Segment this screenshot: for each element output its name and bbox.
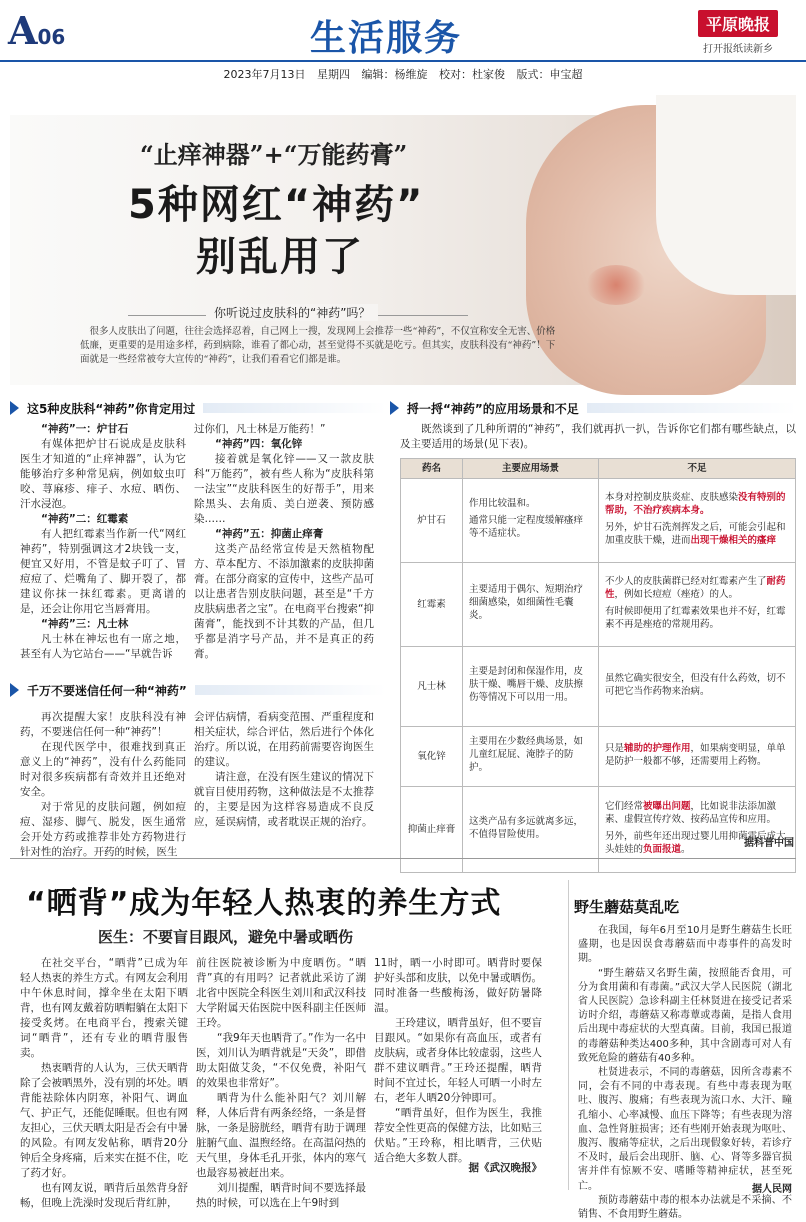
scene-line: 这类产品有多远就离多远，不值得冒险使用。 [469, 815, 584, 840]
lack-cell [599, 563, 796, 647]
subheading: “神药”四：氧化锌 [215, 438, 303, 450]
hero-banner [10, 115, 796, 385]
masthead [0, 0, 806, 68]
text-segment: 它们经常 [605, 800, 644, 812]
paragraph: 有媒体把炉甘石说成是皮肤科医生才知道的“止痒神器”，认为它能够治疗多种常见病，例如蚊虫叮咬、荨麻疹、痱子、水痘、晒伤、汗水浸泡。 [20, 438, 186, 510]
scene-cell [463, 479, 599, 563]
article-mushroom-title: 野生蘑菇莫乱吃 [574, 898, 680, 916]
drug-name-cell: 抑菌止痒膏 [401, 787, 463, 873]
text-segment: 不少人的皮肤菌群已经对红霉素产生了 [605, 575, 767, 587]
drug-name-cell: 氧化锌 [401, 727, 463, 787]
subheading: “神药”三：凡士林 [41, 618, 129, 630]
section-header-scenarios: 捋一捋“神药”的应用场景和不足 [390, 400, 796, 416]
page-number: A06 [8, 8, 66, 53]
issue-info-line [0, 66, 806, 82]
lack-cell [599, 727, 796, 787]
paragraph: 接着就是氧化锌——又一款皮肤科“万能药”，被有些人称为“皮肤科第一法宝”“皮肤科医生的好帮手”，用来除黑头、去角质、美白逆袭、预防感染…… [194, 453, 374, 525]
lack-cell [599, 479, 796, 563]
highlight-text: 耐药性 [605, 575, 786, 600]
highlight-text: 辅助的护理作用 [624, 742, 691, 754]
vertical-divider [568, 880, 569, 1190]
scene-line: 主要用在少数经典场景，如儿童红屁屁、淹脖子的防护。 [469, 736, 584, 773]
hero-title-line1: 5种网红“神药” [128, 182, 425, 228]
paragraph: 这类产品经常宣传是天然植物配方、草本配方、不添加激素的皮肤抑菌膏。在部分商家的宣传中，这些产品可以让患者告别皮肤问题，甚至是“千方皮肤病患者之宝”。在电商平台搜索“抑菌膏”，能找到不计其数的产品，但几乎都是消字号产品，并不是真正的药膏。 [194, 543, 374, 660]
sec2-col1 [20, 710, 186, 860]
issue-date: 2023年7月13日 [223, 68, 306, 81]
highlight-text: 没有特别的帮助，不治疗疾病本身。 [605, 491, 786, 516]
triangle-icon [10, 401, 19, 415]
highlight-text: 出现干燥相关的瘙痒 [690, 534, 777, 546]
triangle-icon [390, 401, 399, 415]
scene-cell [463, 563, 599, 647]
table-header-name: 药名 [401, 459, 463, 479]
paragraph: 会评估病情，看病变范围、严重程度和相关症状，综合评估，然后进行个体化治疗。所以说，在用药前需要咨询医生的建议。 [194, 711, 374, 768]
paragraph: “晒背虽好，但作为医生，我推荐安全性更高的保健方法，比如贴三伏贴。”王玲称，相比晒背，三伏贴适合绝大多数人群。 [374, 1107, 542, 1164]
scene-cell [463, 787, 599, 873]
masthead-rule [0, 60, 806, 62]
paragraph: 有人把红霉素当作新一代“网红神药”，特别强调这才2块钱一支，便宜又好用，不管是蚊子叮了、冒痘痘了、烂嘴角了、脚开裂了，都建议你抹一抹红霉素。更离谱的是，还会让你用它当唇膏用。 [20, 528, 186, 615]
subheading: “神药”五：抑菌止痒膏 [215, 528, 324, 540]
scene-line: 通常只能一定程度缓解瘙痒等不适症状。 [469, 515, 584, 539]
drug-name-cell: 红霉素 [401, 563, 463, 647]
text-segment: 本身对控制皮肤炎症、皮肤感染 [605, 491, 739, 503]
hero-photo-sleeve [656, 95, 796, 295]
issue-weekday: 星期四 [317, 68, 350, 81]
text-segment: ，如果病变明显，单单是防护一般都不够，还需要用上药物。 [605, 742, 786, 767]
sec3-source: 据科普中国 [744, 838, 794, 849]
newspaper-logo: 平原晚报 打开报纸读新乡 [682, 10, 794, 55]
text-segment: 只是 [605, 742, 625, 754]
paragraph: 请注意，在没有医生建议的情况下就盲目使用药物，这种做法是不太推荐的，主要是因为这样容易造成不良反应，延误病情，或者耽误正规的治疗。 [194, 771, 374, 828]
table-row [401, 479, 796, 563]
text-segment: ，例如长痘痘（痤疮）的人。 [614, 588, 739, 600]
text-segment: 另外，炉甘石洗剂挥发之后，可能会引起和加重皮肤干燥，进而 [605, 521, 786, 546]
table-header-scene: 主要应用场景 [463, 459, 599, 479]
proof-credit: 校对：杜家俊 [439, 68, 505, 81]
table-row [401, 787, 796, 873]
table-row [401, 563, 796, 647]
paragraph: 在我国，每年6月至10月是野生蘑菇生长旺盛期，也是因误食毒蘑菇而中毒事件的高发时期。 [578, 925, 792, 965]
sec3-intro: 既然谈到了几种所谓的“神药”，我们就再扒一扒，告诉你它们都有哪些缺点，以及主要适用的场景(见下表)。 [400, 423, 796, 450]
horizontal-divider [10, 858, 796, 859]
article-sunbathing-subtitle: 医生：不要盲目跟风，避免中暑或晒伤 [98, 928, 354, 946]
sec2-col2 [194, 710, 374, 830]
paragraph: 杜贤进表示，不同的毒蘑菇，因所含毒素不同，会有不同的中毒表现。有些中毒表现为呕吐、腹泻、腹痛；有些表现为流口水、大汗、瞳孔缩小、心率减慢、血压下降等；有些表现为溶血、急性肾脏损害；还有些刚开始表现为呕吐、腹泻、腹痛等症状，之后出现假象好转，若诊疗不及时，最后会出现肝、脑、心、肾等多器官损害并伴有惊厥不安、嗜睡等精神症状，甚至死亡。 [578, 1067, 792, 1192]
scene-line: 主要适用于偶尔、短期治疗细菌感染，如细菌性毛囊炎。 [469, 584, 584, 621]
article3-source: 据人民网 [752, 1184, 792, 1195]
article3-body [578, 924, 792, 1222]
article2-source: 据《武汉晚报》 [468, 1162, 542, 1174]
text-segment: 有时候即便用了红霉素效果也并不好，红霉素不再是痤疮的常规用药。 [605, 605, 786, 630]
lack-cell [599, 787, 796, 873]
drug-comparison-table [400, 458, 796, 873]
drug-name-cell: 凡士林 [401, 647, 463, 727]
scene-line: 主要是封闭和保湿作用，皮肤干燥、嘴唇干燥、皮肤擦伤等情况下可以用一用。 [469, 666, 584, 703]
triangle-icon [10, 683, 19, 697]
drug-name-cell: 炉甘石 [401, 479, 463, 563]
hero-question: 你听说过皮肤科的“神药”吗？ [206, 304, 378, 321]
text-segment: 虽然它确实很安全，但没有什么药效，切不可把它当作药物来治病。 [605, 672, 786, 697]
highlight-text: 被曝出问题 [643, 800, 691, 812]
scene-cell [463, 727, 599, 787]
highlight-text: 负面报道 [643, 843, 682, 855]
paragraph: 在现代医学中，很难找到真正意义上的“神药”，没有什么药能同时对很多疾病都有奇效并且还绝对安全。 [20, 741, 186, 798]
paragraph: 11时，晒一小时即可。晒背时要保护好头部和皮肤，以免中暑或晒伤。同时准备一些酸梅汤，做好防暑降温。 [374, 957, 542, 1014]
scene-cell [463, 647, 599, 727]
text-segment: ，比如说非法添加激素、虚假宣传疗效、按药品宣传和应用。 [605, 800, 777, 825]
sec1-col2 [194, 422, 374, 662]
section-header-no-superstition: 千万不要迷信任何一种“神药” [10, 682, 386, 698]
paragraph: 过你们，凡士林是万能药！” [194, 423, 326, 435]
paragraph: 预防毒蘑菇中毒的根本办法就是不采摘、不销售、不食用野生蘑菇。 [578, 1194, 792, 1221]
paragraph: 晒背为什么能补阳气？刘川解释，人体后背有两条经络，一条是督脉，一条是膀胱经，晒背有助于调理脏腑气血、温煦经络。在高温闷热的天气里，身体毛孔开张，体内的寒气也最容易被赶出来。 [196, 1092, 366, 1179]
text-segment: 。 [681, 843, 691, 855]
article2-col3 [374, 956, 542, 1166]
paragraph: 再次提醒大家！皮肤科没有神药，不要迷信任何一种“神药”！ [20, 711, 186, 738]
paragraph: 前往医院被诊断为中度晒伤。“晒背”真的有用吗？记者就此采访了湖北省中医院全科医生刘川和武汉科技大学附属天佑医院中医科副主任医师王玲。 [196, 957, 366, 1029]
table-row [401, 647, 796, 727]
paragraph: 在社交平台，“晒背”已成为年轻人热衷的养生方式。有网友会利用中午休息时间，撑伞坐在太阳下晒背，也有网友戴着防晒帽躺在太阳下接受炙烤。在电商平台，搜索关键词“晒背”，还有专业的晒背服售卖。 [20, 957, 188, 1059]
paragraph: 对于常见的皮肤问题，例如痘痘、湿疹、脚气、脱发，医生通常会开处方药或推荐非处方药物进行针对性的治疗。开药的时候，医生 [20, 801, 186, 858]
hero-subtitle: “止痒神器”+“万能药膏” [140, 140, 408, 169]
section-header-five-drugs: 这5种皮肤科“神药”你肯定用过 [10, 400, 386, 416]
hero-title-line2: 别乱用了 [196, 234, 364, 280]
article2-col2 [196, 956, 366, 1211]
hero-photo-rash [586, 265, 646, 305]
subheading: “神药”二：红霉素 [41, 513, 129, 525]
paragraph: 刘川提醒，晒背时间不要选择最热的时候，可以选在上午9时到 [196, 1182, 366, 1209]
hero-intro: 很多人皮肤出了问题，往往会选择忍着，自己网上一搜，发现网上会推荐一些“神药”，不仅宣称安全无害、价格低廉，更重要的是用途多样，药到病除，谁看了都心动，甚至觉得不买就是吃亏。但其实，皮肤科没有“神药”！下面就是一些经常被夸大宣传的“神药”，让我们看看它们都是谁。 [80, 326, 556, 365]
lack-cell [599, 647, 796, 727]
table-row [401, 727, 796, 787]
paragraph: 王玲建议，晒背虽好，但不要盲目跟风。“如果你有高血压，或者有皮肤病，或者身体比较虚弱，这些人群不建议晒背。”王玲还提醒，晒背时间不宜过长，年轻人可晒一小时左右，老年人晒20分钟即可。 [374, 1017, 542, 1104]
paragraph: “野生蘑菇又名野生菌，按照能否食用，可分为食用菌和有毒菌。”武汉大学人民医院（湖北省人民医院）急诊科副主任林贤进在接受记者采访时介绍，毒蘑菇又称毒蕈或毒菌，是指人食用后出现中毒症状的大型真菌。目前，我国已报道的毒蘑菇种类达400多种，其中含剧毒可对人有致死危险的蘑菇有40多种。 [578, 967, 792, 1064]
section-title: 生活服务 [310, 18, 463, 59]
table-header-lack: 不足 [599, 459, 796, 479]
article-sunbathing-title: “晒背”成为年轻人热衷的养生方式 [26, 886, 502, 921]
scene-line: 作用比较温和。 [469, 498, 536, 509]
paragraph: “我9年天也晒背了。”作为一名中医，刘川认为晒背就是“天灸”，即借助太阳做艾灸，“不仅免费，补阳气的效果也非常好”。 [196, 1032, 366, 1089]
sec1-col1 [20, 422, 186, 662]
paragraph: 凡士林在神坛也有一席之地，甚至有人为它站台——“早就告诉 [20, 633, 186, 660]
paragraph: 也有网友说，晒背后虽然背身舒畅，但晚上洗澡时发现后背红肿， [20, 1182, 188, 1209]
editor-credit: 编辑：杨维旋 [361, 68, 428, 81]
text-segment: 另外，前些年还出现过婴儿用抑菌霜后成大头娃娃的 [605, 830, 786, 855]
subheading: “神药”一：炉甘石 [41, 423, 129, 435]
layout-credit: 版式：申宝超 [516, 68, 583, 81]
paragraph: 热衷晒背的人认为，三伏天晒背除了会被晒黑外，没有别的坏处。晒背能祛除体内阴寒，补阳气、调血气、护正气，还能促睡眠。但也有网友担心，三伏天晒太阳是否会有中暑的风险。有网友发帖称，晒背20分钟后全身疼痛，后来实在挺不住，吃了药才好。 [20, 1062, 188, 1179]
article2-col1 [20, 956, 188, 1211]
